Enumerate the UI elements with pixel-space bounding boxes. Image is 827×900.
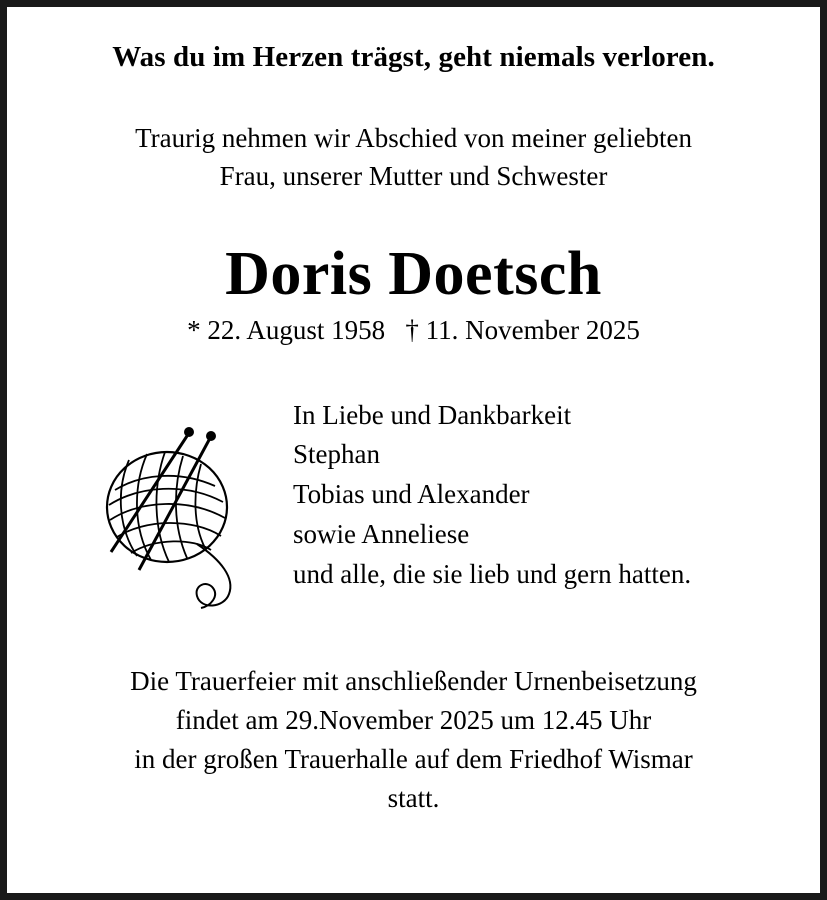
service-line-3: in der großen Trauerhalle auf dem Friedhof Wismar (134, 744, 693, 775)
life-dates: * 22. August 1958 † 11. November 2025 (187, 314, 640, 345)
deceased-name: Doris Doetsch (225, 239, 602, 308)
service-line-4: statt. (387, 783, 440, 814)
motto-text: Was du im Herzen trägst, geht niemals verloren. (112, 41, 715, 73)
intro-block (135, 119, 692, 196)
emblem-and-family-row (37, 388, 790, 632)
intro-line-2: Frau, unserer Mutter und Schwester (219, 161, 608, 192)
service-line-1: Die Trauerfeier mit anschließender Urnenbeisetzung (130, 665, 697, 696)
family-line-3: Tobias und Alexander (293, 479, 530, 510)
yarn-ball-with-knitting-needles-icon (89, 402, 279, 632)
family-line-1: In Liebe und Dankbarkeit (293, 399, 572, 430)
family-block (293, 388, 691, 594)
service-line-2: findet am 29.November 2025 um 12.45 Uhr (175, 704, 652, 735)
family-line-5: und alle, die sie lieb und gern hatten. (293, 558, 692, 589)
funeral-service-block (37, 662, 790, 819)
intro-line-1: Traurig nehmen wir Abschied von meiner geliebten (135, 123, 692, 153)
family-line-2: Stephan (293, 439, 380, 470)
family-line-4: sowie Anneliese (293, 518, 470, 549)
